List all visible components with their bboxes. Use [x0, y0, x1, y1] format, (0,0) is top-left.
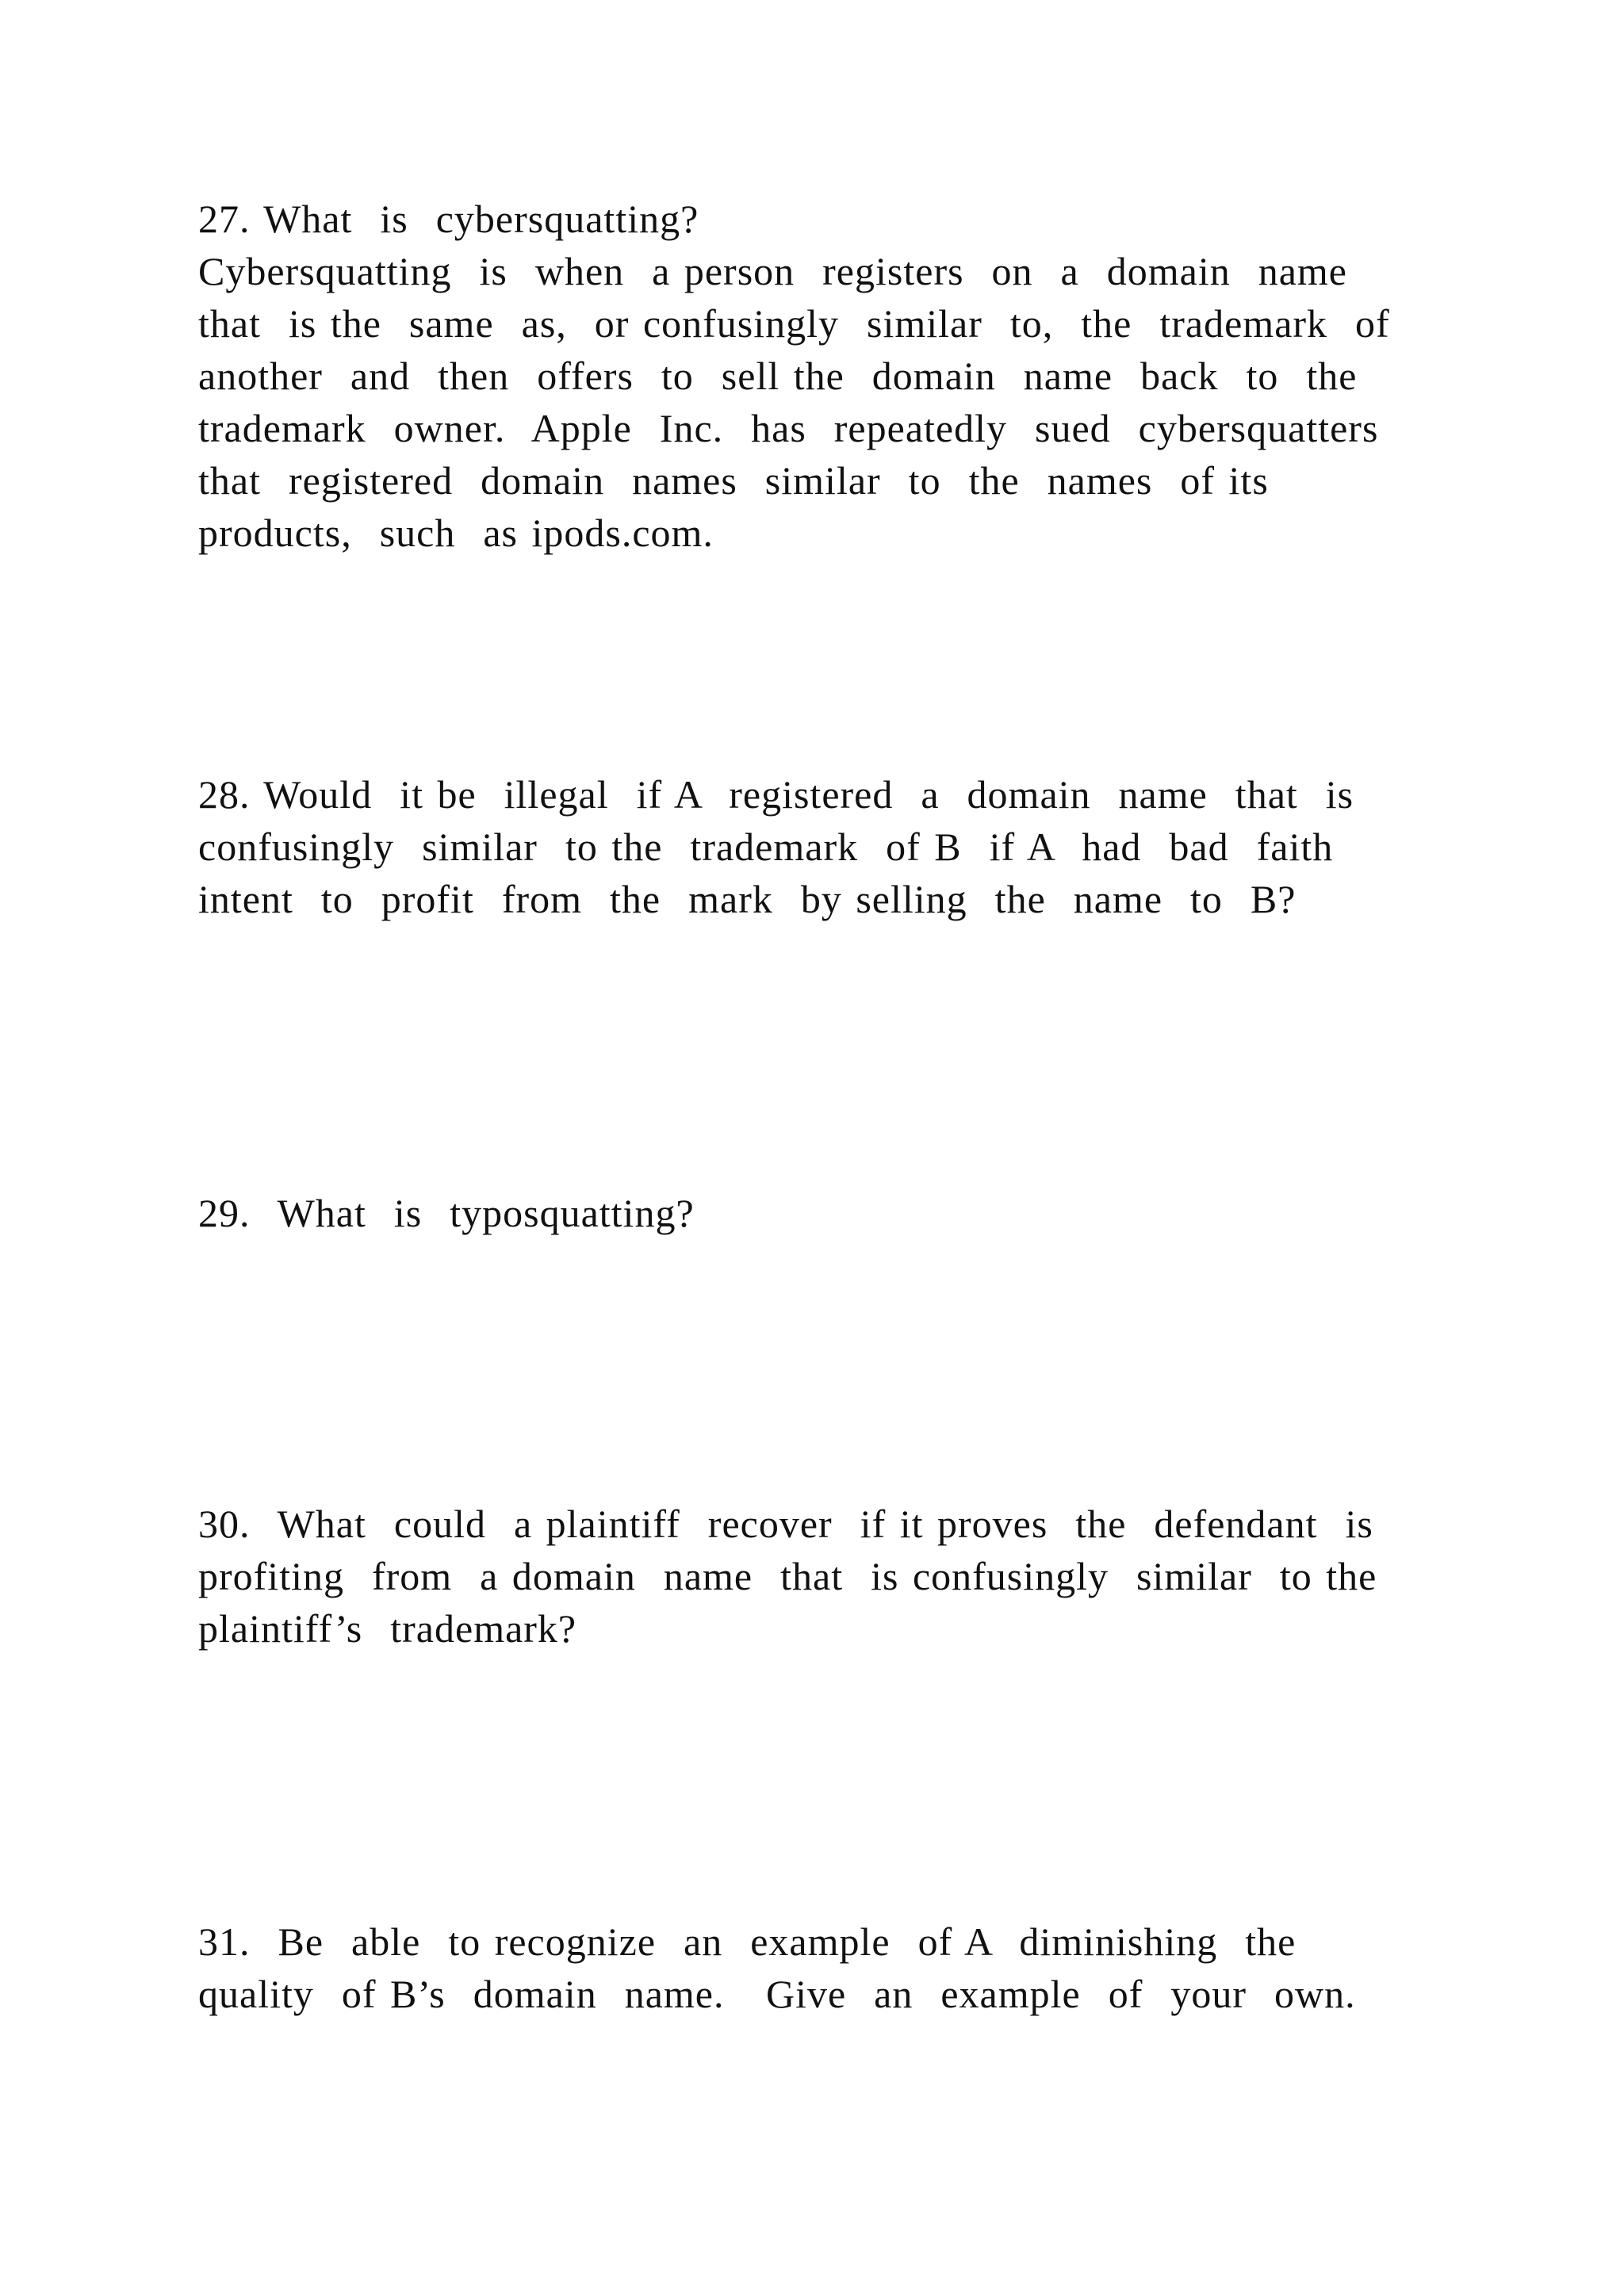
answer-27-line: that is the same as, or confusingly similar to, the trademark of — [198, 301, 1390, 346]
question-31-line: 31. Be able to recognize an example of A diminishing the — [198, 1919, 1297, 1964]
question-28-line: confusingly similar to the trademark of B if A had bad faith — [198, 825, 1334, 869]
answer-27-line: trademark owner. Apple Inc. has repeatedly sued cybersquatters — [198, 406, 1379, 450]
question-30 — [198, 1498, 1499, 1655]
question-31 — [198, 1915, 1499, 2020]
question-30-line: plaintiff’s trademark? — [198, 1606, 577, 1651]
question-28 — [198, 768, 1499, 925]
question-28-line: intent to profit from the mark by selling the name to B? — [198, 877, 1297, 921]
question-30-line: profiting from a domain name that is confusingly similar to the — [198, 1554, 1377, 1598]
question-29-line: 29. What is typosquatting? — [198, 1191, 695, 1235]
question-29 — [198, 1187, 1499, 1239]
question-28-line: 28. Would it be illegal if A registered a domain name that is — [198, 772, 1354, 817]
answer-27-line: Cybersquatting is when a person registers on a domain name — [198, 249, 1347, 293]
answer-27-line: products, such as ipods.com. — [198, 511, 714, 555]
answer-27-line: that registered domain names similar to the names of its — [198, 458, 1269, 503]
question-31-line: quality of B’s domain name. Give an example of your own. — [198, 1972, 1356, 2016]
question-30-line: 30. What could a plaintiff recover if it proves the defendant is — [198, 1502, 1373, 1546]
question-27-heading: 27. What is cybersquatting? — [198, 197, 699, 241]
answer-27-line: another and then offers to sell the domain name back to the — [198, 354, 1358, 398]
question-27 — [198, 193, 1499, 559]
